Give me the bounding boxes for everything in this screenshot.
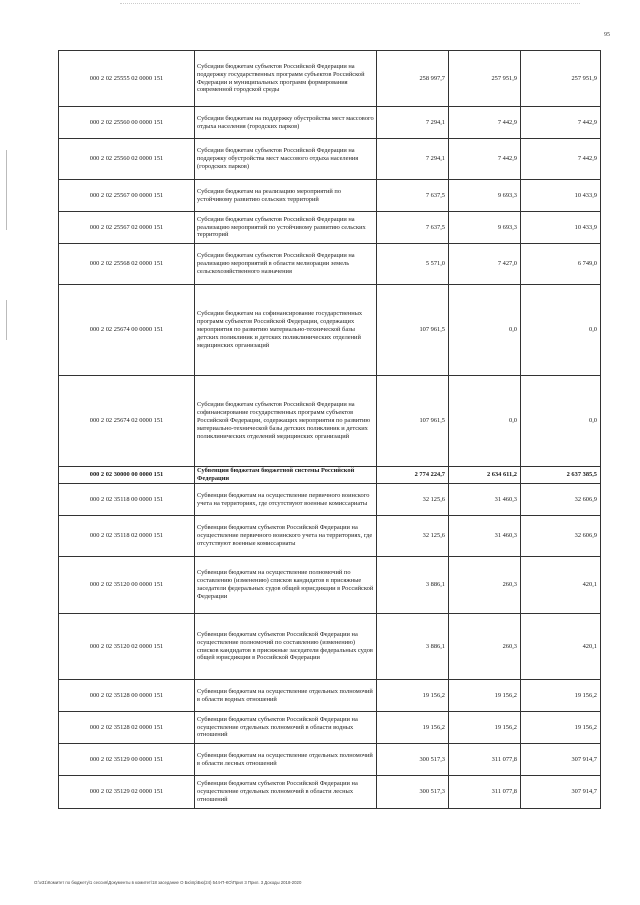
table-row [59, 744, 601, 776]
revenue-name-cell: Субсидии бюджетам на софинансирование государственных программ субъектов Российской Федерации, содержащих мероприятия по развитию материально-технической базы детских поликлиник и детских поликлинических отделений медицинских организаций [195, 285, 377, 376]
revenue-name-cell: Субсидии бюджетам на поддержку обустройства мест массового отдыха населения (городских парков) [195, 107, 377, 139]
value-2019-cell: 260,3 [449, 557, 521, 614]
scan-artifact-top [120, 3, 580, 5]
revenue-code-cell: 000 2 02 25555 02 0000 151 [59, 51, 195, 107]
revenue-code-cell: 000 2 02 30000 00 0000 151 [59, 467, 195, 484]
revenue-name-cell: Субвенции бюджетам субъектов Российской Федерации на осуществление отдельных полномочий в области водных отношений [195, 712, 377, 744]
table-row [59, 776, 601, 809]
revenue-name-cell: Субвенции бюджетам на осуществление отдельных полномочий в области лесных отношений [195, 744, 377, 776]
value-2019-cell: 7 442,9 [449, 107, 521, 139]
value-2018-cell: 5 571,0 [377, 244, 449, 285]
table-row [59, 680, 601, 712]
revenue-name-cell: Субвенции бюджетам субъектов Российской Федерации на осуществление первичного воинского учета на территориях, где отсутствуют военные комиссариаты [195, 516, 377, 557]
value-2019-cell: 2 634 611,2 [449, 467, 521, 484]
value-2018-cell: 7 637,5 [377, 180, 449, 212]
table-row [59, 212, 601, 244]
value-2018-cell: 19 156,2 [377, 680, 449, 712]
value-2019-cell: 19 156,2 [449, 680, 521, 712]
revenue-code-cell: 000 2 02 25674 02 0000 151 [59, 376, 195, 467]
revenue-code-cell: 000 2 02 35120 00 0000 151 [59, 557, 195, 614]
value-2019-cell: 7 427,0 [449, 244, 521, 285]
revenue-code-cell: 000 2 02 35128 00 0000 151 [59, 680, 195, 712]
value-2019-cell: 19 156,2 [449, 712, 521, 744]
scan-margin-mark [6, 300, 7, 340]
revenue-name-cell: Субвенции бюджетам бюджетной системы Российской Федерации [195, 467, 377, 484]
value-2018-cell: 3 886,1 [377, 557, 449, 614]
table-row [59, 614, 601, 680]
value-2020-cell: 307 914,7 [521, 776, 601, 809]
value-2020-cell: 10 433,9 [521, 212, 601, 244]
revenue-name-cell: Субсидии бюджетам субъектов Российской Федерации на реализацию мероприятий по устойчивому развитию сельских территорий [195, 212, 377, 244]
revenue-name-cell: Субвенции бюджетам субъектов Российской Федерации на осуществление полномочий по составлению (изменению) списков кандидатов в присяжные заседатели федеральных судов общей юрисдикции в Российской Федерации [195, 614, 377, 680]
revenue-name-cell: Субсидии бюджетам субъектов Российской Федерации на софинансирование государственных программ субъектов Российской Федерации, содержащих мероприятия по развитию материально-технической базы детских поликлиник и детских поликлинических отделений медицинских организаций [195, 376, 377, 467]
revenue-name-cell: Субсидии бюджетам субъектов Российской Федерации на поддержку обустройства мест массового отдыха населения (городских парков) [195, 139, 377, 180]
revenue-name-cell: Субсидии бюджетам субъектов Российской Федерации на поддержку государственных программ субъектов Российской Федерации и муниципальных программ формирования современной городской среды [195, 51, 377, 107]
table-row [59, 244, 601, 285]
value-2020-cell: 6 749,0 [521, 244, 601, 285]
value-2020-cell: 2 637 385,5 [521, 467, 601, 484]
table-row [59, 180, 601, 212]
revenue-name-cell: Субсидии бюджетам на реализацию мероприятий по устойчивому развитию сельских территорий [195, 180, 377, 212]
budget-revenue-table [58, 50, 601, 809]
value-2020-cell: 307 914,7 [521, 744, 601, 776]
revenue-code-cell: 000 2 02 25568 02 0000 151 [59, 244, 195, 285]
footer-file-path: O:\v31\Комитет по бюджету\1 сессия\Документы в комитет\18 заседание О Бю\пр\Бю(24) 544-П-КО\Прил 3 Прил. 3 Доходы 2018-2020 [34, 880, 302, 885]
value-2020-cell: 420,1 [521, 557, 601, 614]
table-row [59, 484, 601, 516]
revenue-code-cell: 000 2 02 35128 02 0000 151 [59, 712, 195, 744]
table-body [59, 51, 601, 809]
revenue-code-cell: 000 2 02 25560 02 0000 151 [59, 139, 195, 180]
value-2020-cell: 32 606,9 [521, 484, 601, 516]
table-row [59, 557, 601, 614]
table-row [59, 51, 601, 107]
table-row [59, 467, 601, 484]
value-2019-cell: 257 951,9 [449, 51, 521, 107]
value-2019-cell: 260,3 [449, 614, 521, 680]
table-row [59, 376, 601, 467]
revenue-name-cell: Субвенции бюджетам на осуществление отдельных полномочий в области водных отношений [195, 680, 377, 712]
value-2020-cell: 7 442,9 [521, 107, 601, 139]
value-2020-cell: 0,0 [521, 285, 601, 376]
value-2018-cell: 32 125,6 [377, 484, 449, 516]
revenue-code-cell: 000 2 02 35120 02 0000 151 [59, 614, 195, 680]
revenue-name-cell: Субвенции бюджетам субъектов Российской Федерации на осуществление отдельных полномочий в области лесных отношений [195, 776, 377, 809]
table-row [59, 139, 601, 180]
page-number: 95 [604, 32, 610, 38]
value-2019-cell: 7 442,9 [449, 139, 521, 180]
revenue-code-cell: 000 2 02 25567 02 0000 151 [59, 212, 195, 244]
table-row [59, 107, 601, 139]
value-2018-cell: 107 961,5 [377, 376, 449, 467]
revenue-name-cell: Субвенции бюджетам на осуществление первичного воинского учета на территориях, где отсутствуют военные комиссариаты [195, 484, 377, 516]
revenue-code-cell: 000 2 02 25674 00 0000 151 [59, 285, 195, 376]
revenue-code-cell: 000 2 02 35118 02 0000 151 [59, 516, 195, 557]
value-2020-cell: 7 442,9 [521, 139, 601, 180]
value-2018-cell: 7 294,1 [377, 139, 449, 180]
value-2020-cell: 32 606,9 [521, 516, 601, 557]
value-2018-cell: 300 517,3 [377, 744, 449, 776]
value-2018-cell: 300 517,3 [377, 776, 449, 809]
value-2019-cell: 9 693,3 [449, 212, 521, 244]
revenue-code-cell: 000 2 02 25567 00 0000 151 [59, 180, 195, 212]
value-2019-cell: 0,0 [449, 285, 521, 376]
value-2020-cell: 0,0 [521, 376, 601, 467]
table-row [59, 516, 601, 557]
revenue-code-cell: 000 2 02 25560 00 0000 151 [59, 107, 195, 139]
value-2019-cell: 311 077,8 [449, 776, 521, 809]
value-2018-cell: 7 637,5 [377, 212, 449, 244]
value-2019-cell: 0,0 [449, 376, 521, 467]
value-2018-cell: 2 774 224,7 [377, 467, 449, 484]
value-2019-cell: 9 693,3 [449, 180, 521, 212]
revenue-name-cell: Субсидии бюджетам субъектов Российской Федерации на реализацию мероприятий в области мелиорации земель сельскохозяйственного назначения [195, 244, 377, 285]
table-row [59, 285, 601, 376]
value-2018-cell: 107 961,5 [377, 285, 449, 376]
table-row [59, 712, 601, 744]
value-2019-cell: 31 460,3 [449, 516, 521, 557]
value-2020-cell: 19 156,2 [521, 680, 601, 712]
value-2018-cell: 7 294,1 [377, 107, 449, 139]
value-2019-cell: 311 077,8 [449, 744, 521, 776]
revenue-code-cell: 000 2 02 35129 02 0000 151 [59, 776, 195, 809]
scan-margin-mark [6, 150, 7, 230]
value-2018-cell: 3 886,1 [377, 614, 449, 680]
value-2020-cell: 257 951,9 [521, 51, 601, 107]
value-2020-cell: 10 433,9 [521, 180, 601, 212]
value-2018-cell: 258 997,7 [377, 51, 449, 107]
value-2018-cell: 19 156,2 [377, 712, 449, 744]
value-2019-cell: 31 460,3 [449, 484, 521, 516]
revenue-code-cell: 000 2 02 35129 00 0000 151 [59, 744, 195, 776]
value-2020-cell: 19 156,2 [521, 712, 601, 744]
revenue-code-cell: 000 2 02 35118 00 0000 151 [59, 484, 195, 516]
value-2018-cell: 32 125,6 [377, 516, 449, 557]
revenue-name-cell: Субвенции бюджетам на осуществление полномочий по составлению (изменению) списков кандидатов в присяжные заседатели федеральных судов общей юрисдикции в Российской Федерации [195, 557, 377, 614]
value-2020-cell: 420,1 [521, 614, 601, 680]
